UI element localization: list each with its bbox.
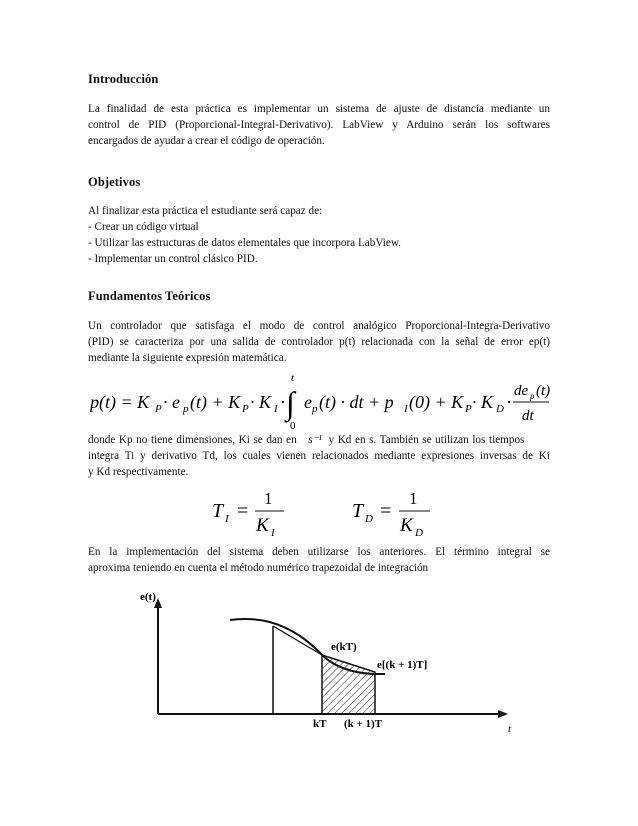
fundamentals-line: (PID) se caracteriza por una salida de controlador p(t) relacionada con la señal de error ep(t): [88, 336, 550, 348]
ti-lhs-sub: I: [225, 513, 229, 525]
after-eq-line-1: [88, 432, 550, 448]
implementation-line: En la implementación del sistema deben utilizarse los anteriores. El término integral se: [88, 546, 550, 558]
x-axis-label: t: [508, 723, 512, 734]
intro-line: control de PID (Proporcional-Integral-Derivativo). LabView y Arduino serán los softwares: [88, 119, 550, 131]
td-equation: [350, 484, 450, 540]
tick-kt: kT: [313, 718, 327, 730]
svg-text:(t) + K: (t) + K: [190, 392, 241, 412]
fundamentals-line: mediante la siguiente expresión matemática.: [88, 352, 287, 364]
implementation-paragraph: [88, 544, 550, 576]
ti-denominator: K: [256, 515, 269, 536]
svg-text:de: de: [514, 383, 529, 399]
td-den-sub: D: [415, 527, 423, 539]
svg-text:·: ·: [506, 392, 512, 412]
objectives-line: Al finalizar esta práctica el estudiante será capaz de:: [88, 205, 323, 217]
objectives-heading: Objetivos: [88, 175, 141, 189]
ti-numerator: 1: [264, 489, 273, 508]
svg-text:=: =: [237, 500, 249, 522]
intro-paragraph: [88, 101, 550, 149]
after-equation-paragraph: [88, 432, 550, 480]
x-axis-arrow: [498, 710, 508, 718]
pid-equation: [90, 368, 550, 430]
svg-text:(t): (t): [536, 383, 550, 399]
svg-text:(t) · dt + p: (t) · dt + p: [319, 392, 394, 412]
svg-text:I: I: [274, 403, 278, 415]
svg-text:· e: · e: [163, 392, 180, 412]
implementation-line: aproxima teniendo en cuenta el método numérico trapezoidal de integración: [88, 562, 429, 574]
svg-text:0: 0: [290, 420, 296, 430]
ti-den-sub: I: [271, 527, 275, 539]
svg-text:(0) + K: (0) + K: [409, 392, 464, 412]
svg-text:=: =: [380, 500, 392, 522]
chord-line: [273, 626, 322, 655]
ti-lhs: T: [212, 500, 224, 522]
after-eq-line-2: integra Ti y derivativo Td, los cuales vienen relacionados mediante expresiones inversas de Ki: [88, 450, 550, 462]
fundamentals-line: Un controlador que satisfaga el modo de control analógico Proporcional-Integra-Derivativo: [88, 320, 550, 332]
svg-text:p: p: [312, 403, 318, 415]
trapezoid-area: [322, 655, 375, 714]
label-e-kt: e(kT): [331, 641, 357, 653]
svg-text:P: P: [155, 403, 162, 415]
svg-text:dt: dt: [522, 408, 534, 424]
label-e-k1t: e[(k + 1)T]: [377, 659, 428, 671]
objectives-item: - Implementar un control clásico PID.: [88, 253, 258, 265]
td-lhs-sub: D: [365, 513, 373, 525]
td-denominator: K: [400, 515, 413, 536]
objectives-list: [88, 203, 550, 267]
svg-text:I: I: [404, 403, 408, 415]
svg-text:·: ·: [280, 392, 286, 412]
intro-line: encargados de ayudar a crear el código de operación.: [88, 135, 325, 147]
unit-s-inverse: s⁻¹: [308, 434, 322, 446]
tick-k1t: (k + 1)T: [344, 718, 383, 730]
after-eq-text-b: y Kd en s. También se utilizan los tiempos: [328, 434, 525, 446]
y-axis-label: e(t): [140, 591, 156, 603]
svg-text:D: D: [496, 403, 504, 415]
svg-text:P: P: [465, 403, 472, 415]
svg-text:p: p: [183, 403, 189, 415]
svg-text:· K: · K: [250, 392, 272, 412]
fundamentals-heading: Fundamentos Teóricos: [88, 289, 211, 303]
objectives-item: - Crear un código virtual: [88, 221, 199, 233]
td-lhs: T: [352, 500, 364, 522]
intro-heading: Introducción: [88, 72, 159, 86]
trapezoidal-figure: [110, 584, 530, 734]
svg-text:P: P: [242, 403, 249, 415]
svg-text:e: e: [304, 392, 312, 412]
objectives-item: - Utilizar las estructuras de datos elementales que incorpora LabView.: [88, 237, 401, 249]
svg-text:t: t: [291, 372, 295, 384]
fundamentals-paragraph: [88, 318, 550, 366]
after-eq-line-3: y Kd respectivamente.: [88, 466, 189, 478]
ti-equation: [208, 484, 308, 540]
svg-text:p: p: [530, 391, 535, 401]
td-numerator: 1: [409, 489, 418, 508]
intro-line: La finalidad de esta práctica es implementar un sistema de ajuste de distancia mediante un: [88, 103, 550, 115]
svg-text:∫: ∫: [286, 385, 295, 421]
svg-text:p(t) = K: p(t) = K: [90, 392, 150, 412]
after-eq-text-a: donde Kp no tiene dimensiones, Ki se dan en: [88, 434, 297, 446]
svg-text:· K: · K: [472, 392, 494, 412]
